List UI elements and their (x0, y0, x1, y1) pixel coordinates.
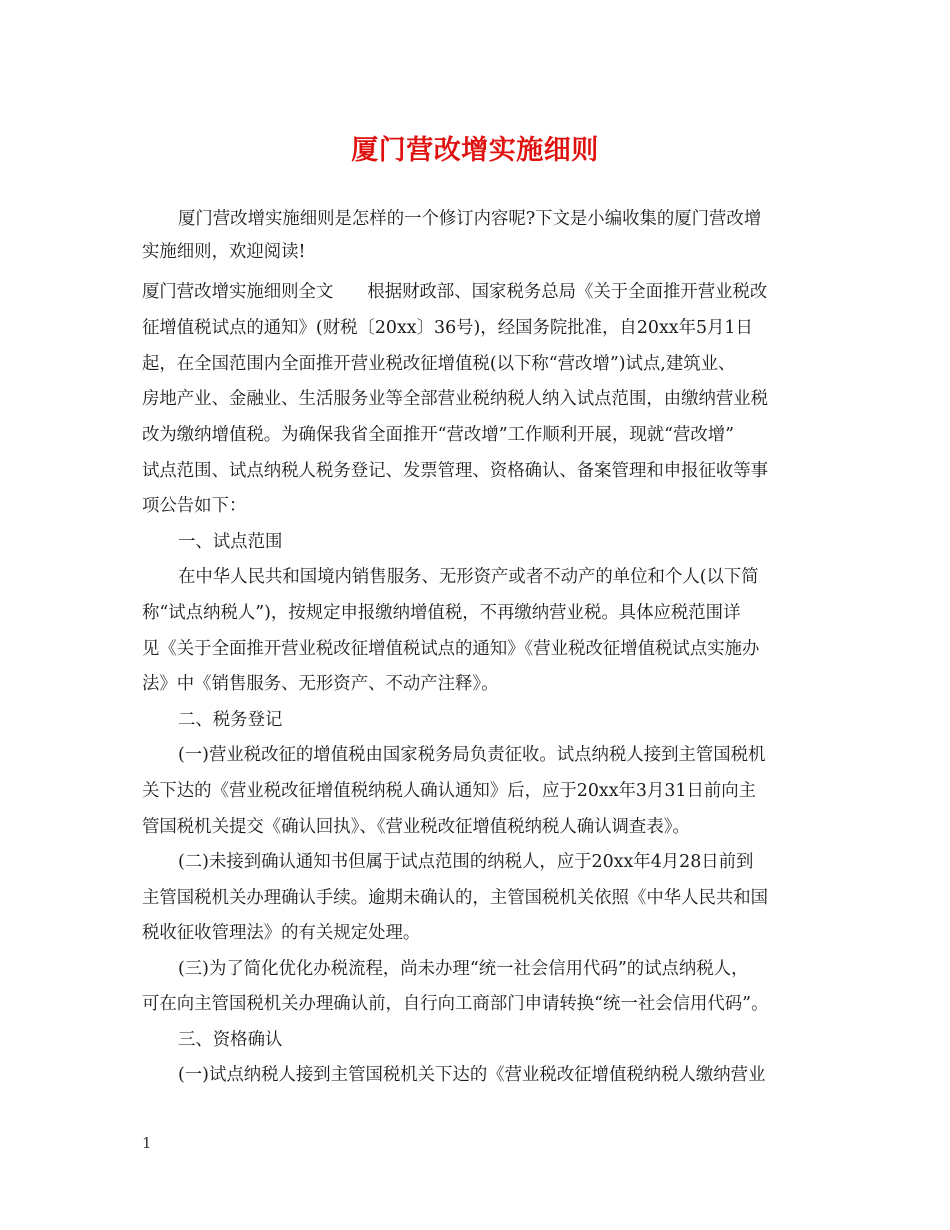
body-line: 试点范围、试点纳税人税务登记、发票管理、资格确认、备案管理和申报征收等事 (142, 461, 769, 481)
body-line: 税收征收管理法》的有关规定处理。 (142, 923, 421, 943)
document-title: 厦门营改增实施细则 (351, 135, 599, 166)
body-line: 主管国税机关办理确认手续。逾期未确认的，主管国税机关依照《中华人民共和国 (142, 888, 769, 908)
section-heading: 一、试点范围 (178, 532, 283, 552)
body-line: (一)营业税改征的增值税由国家税务局负责征收。试点纳税人接到主管国税机 (178, 745, 766, 765)
section-heading: 三、资格确认 (178, 1030, 283, 1050)
body-line (142, 280, 812, 304)
body-line: 厦门营改增实施细则是怎样的一个修订内容呢?下文是小编收集的厦门营改增 (178, 209, 762, 229)
section-heading: 二、税务登记 (178, 710, 283, 730)
body-line: 关下达的《营业税改征增值税纳税人确认通知》后，应于20xx年3月31日前向主 (142, 781, 757, 801)
body-line: 起，在全国范围内全面推开营业税改征增值税(以下称“营改增”)试点,建筑业、 (142, 354, 736, 374)
body-text: 根据财政部、国家税务总局《关于全面推开营业税改 (367, 282, 768, 302)
body-line: 项公告如下： (142, 496, 247, 516)
body-line: (一)试点纳税人接到主管国税机关下达的《营业税改征增值税纳税人缴纳营业 (178, 1065, 766, 1085)
body-line: (二)未接到确认通知书但属于试点范围的纳税人，应于20xx年4月28日前到 (178, 852, 754, 872)
section-heading: 厦门营改增实施细则全文 (142, 282, 334, 302)
page-number: 1 (142, 1134, 152, 1152)
body-line: 在中华人民共和国境内销售服务、无形资产或者不动产的单位和个人(以下简 (178, 567, 759, 587)
body-line: 房地产业、金融业、生活服务业等全部营业税纳税人纳入试点范围，由缴纳营业税 (142, 389, 769, 409)
body-line: (三)为了简化优化办税流程，尚未办理“统一社会信用代码”的试点纳税人， (178, 959, 749, 979)
body-line: 可在向主管国税机关办理确认前，自行向工商部门申请转换“统一社会信用代码”。 (142, 994, 769, 1014)
body-line: 称“试点纳税人”)，按规定申报缴纳增值税，不再缴纳营业税。具体应税范围详 (142, 603, 741, 623)
body-line: 征增值税试点的通知》(财税〔20xx〕36号)，经国务院批准，自20xx年5月1日 (142, 318, 753, 338)
body-line: 改为缴纳增值税。为确保我省全面推开“营改增”工作顺利开展，现就“营改增” (142, 425, 735, 445)
body-line: 法》中《销售服务、无形资产、不动产注释》。 (142, 674, 499, 694)
body-line: 实施细则，欢迎阅读! (142, 242, 306, 262)
body-line: 管国税机关提交《确认回执》、《营业税改征增值税纳税人确认调查表》。 (142, 817, 690, 837)
body-line: 见《关于全面推开营业税改征增值税试点的通知》《营业税改征增值税试点实施办 (142, 639, 760, 659)
